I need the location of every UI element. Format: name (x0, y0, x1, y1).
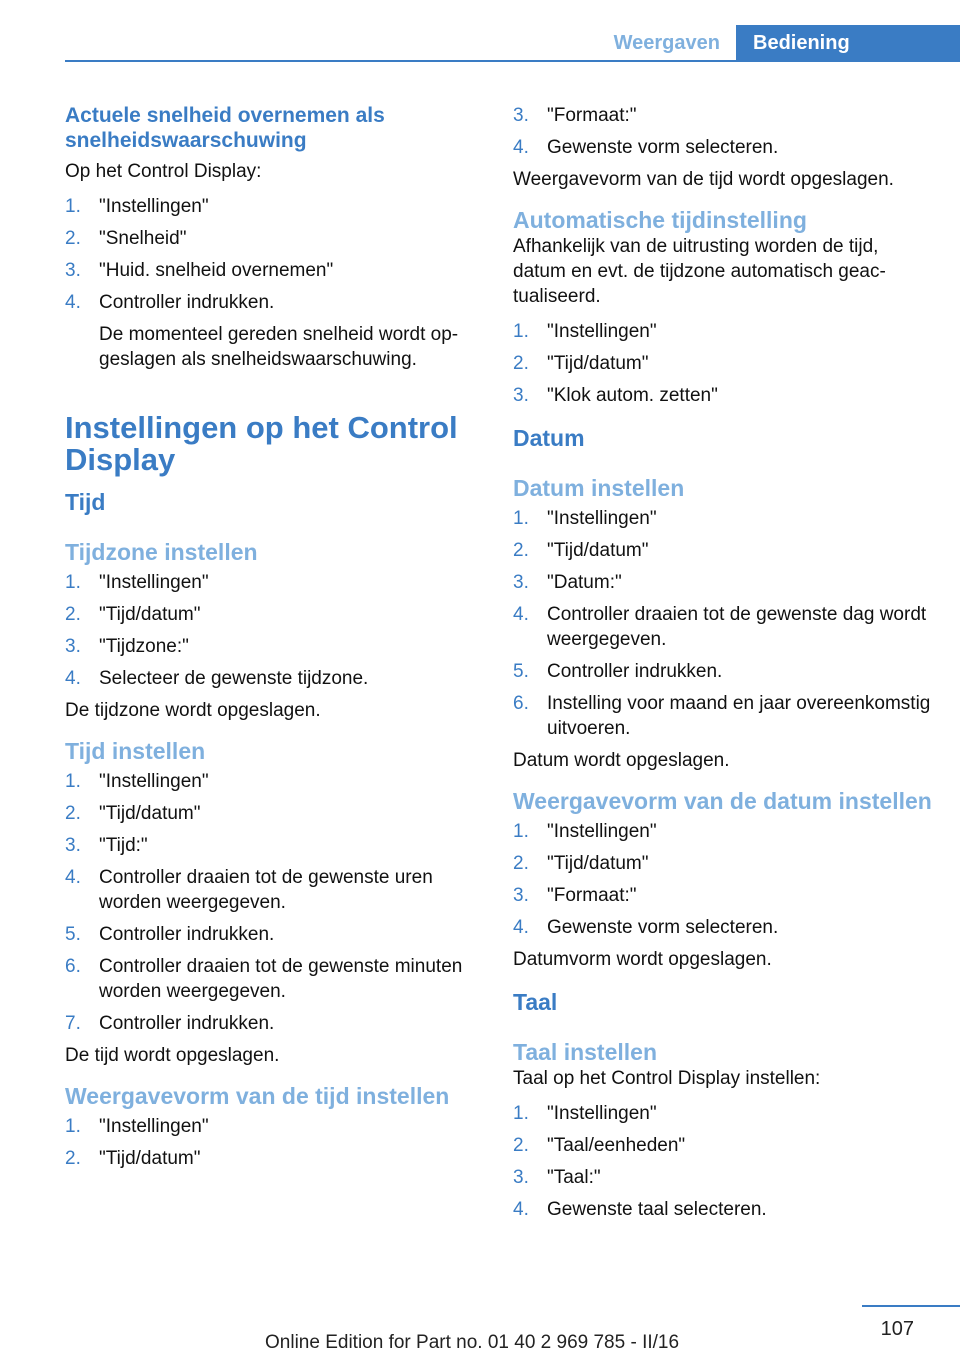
result-text: Weergavevorm van de tijd wordt opgeslagen. (513, 169, 894, 190)
left-column (65, 103, 475, 1178)
subsection-title-tijd-instellen: Tijd instellen (65, 738, 206, 764)
list-item: 1. "Instellingen" (65, 1116, 209, 1137)
result-text: Datumvorm wordt opgeslagen. (513, 949, 772, 970)
list-item: 4. Gewenste taal selecteren. (513, 1199, 767, 1220)
list-item: 3. "Huid. snelheid overnemen" (65, 260, 334, 281)
section-intro: Op het Control Display: (65, 161, 262, 182)
steps-datum-instellen (513, 506, 933, 741)
list-item: 7. Controller indrukken. (65, 1013, 275, 1034)
section-title-speed-warning: Actuele snelheid overnemen als snelheidswaarschuwing (65, 104, 385, 152)
steps-tijdzone (65, 570, 475, 691)
list-item: 2. "Taal/eenheden" (513, 1135, 686, 1156)
steps-automatische-tijd (513, 319, 933, 408)
list-item: 4. Controller draaien tot de gewenste uren worden weergegeven. (65, 867, 433, 913)
list-item: 1. "Instellingen" (513, 821, 657, 842)
list-item: 2. "Tijd/datum" (513, 353, 649, 374)
subsection-title-weergavevorm-tijd: Weergavevorm van de tijd instellen (65, 1083, 450, 1109)
header-tab-bediening[interactable]: Bediening (736, 25, 960, 62)
steps-weergavevorm-tijd-continued (513, 103, 933, 160)
subsection-title-weergavevorm-datum: Weergavevorm van de datum instellen (513, 788, 932, 814)
section-intro: Afhankelijk van de uitrusting worden de tijd, datum en evt. de tijdzone automatisch geactualiseerd. (513, 236, 886, 307)
list-item: 6. Instelling voor maand en jaar overeenkomstig uitvoeren. (513, 693, 931, 739)
steps-weergavevorm-datum (513, 819, 933, 940)
subsection-title-taal-instellen: Taal instellen (513, 1039, 658, 1065)
list-item: 3. "Datum:" (513, 572, 622, 593)
section-intro: Taal op het Control Display instellen: (513, 1068, 821, 1089)
section-title-datum: Datum (513, 425, 585, 451)
list-item: 3. "Formaat:" (513, 885, 637, 906)
list-item: 6. Controller draaien tot de gewenste minuten worden weergegeven. (65, 956, 463, 1002)
steps-weergavevorm-tijd (65, 1114, 475, 1171)
list-item: 1. "Instellingen" (513, 1103, 657, 1124)
subsection-title-datum-instellen: Datum instellen (513, 475, 685, 501)
list-item: 3. "Tijd:" (65, 835, 148, 856)
result-text: De tijdzone wordt opgeslagen. (65, 700, 321, 721)
result-text: Datum wordt opgeslagen. (513, 750, 730, 771)
section-title-taal: Taal (513, 989, 558, 1015)
list-item: 3. "Klok autom. zetten" (513, 385, 718, 406)
list-item: 2. "Tijd/datum" (513, 540, 649, 561)
section-title-tijd: Tijd (65, 489, 106, 515)
page-number: 107 (880, 1318, 914, 1340)
list-item: 4. Gewenste vorm selecteren. (513, 137, 779, 158)
list-item: 4. Selecteer de gewenste tijdzone. (65, 668, 369, 689)
steps-taal-instellen (513, 1101, 933, 1222)
list-item: 2. "Tijd/datum" (65, 1148, 201, 1169)
result-text: De tijd wordt opgeslagen. (65, 1045, 280, 1066)
list-item: 3. "Taal:" (513, 1167, 601, 1188)
steps-tijd-instellen (65, 769, 475, 1036)
list-item: 1. "Instellingen" (65, 771, 209, 792)
subsection-title-automatische-tijd: Automatische tijdinstelling (513, 207, 807, 233)
list-item: 2. "Tijd/datum" (65, 803, 201, 824)
list-item: 5. Controller indrukken. (65, 924, 275, 945)
right-column (513, 103, 933, 1229)
step-note: De momenteel gereden snelheid wordt opgeslagen als snelheidswaarschuwing. (99, 324, 459, 370)
list-item: 1. "Instellingen" (513, 508, 657, 529)
subsection-title-tijdzone: Tijdzone instellen (65, 539, 258, 565)
header-rule (65, 60, 960, 62)
list-item: 1. "Instellingen" (65, 572, 209, 593)
header-tab-weergaven[interactable]: Weergaven (613, 32, 720, 54)
list-item: 2. "Tijd/datum" (513, 853, 649, 874)
list-item: 4. Controller indrukken. De momenteel gereden snelheid wordt opgeslagen als snelheidswaarschuwing. (65, 290, 475, 372)
list-item: 3. "Tijdzone:" (65, 636, 189, 657)
list-item: 5. Controller indrukken. (513, 661, 723, 682)
list-item: 4. Gewenste vorm selecteren. (513, 917, 779, 938)
list-item: 3. "Formaat:" (513, 105, 637, 126)
list-item: 1. "Instellingen" (65, 196, 209, 217)
steps-speed-warning (65, 194, 475, 372)
list-item: 2. "Tijd/datum" (65, 604, 201, 625)
list-item: 2. "Snelheid" (65, 228, 187, 249)
chapter-title: Instellingen op het Control Display (65, 410, 458, 477)
footer-rule (862, 1305, 960, 1307)
edition-footer: Online Edition for Part no. 01 40 2 969 785 - II/16 (265, 1332, 680, 1353)
list-item: 1. "Instellingen" (513, 321, 657, 342)
list-item: 4. Controller draaien tot de gewenste dag wordt weergegeven. (513, 604, 927, 650)
